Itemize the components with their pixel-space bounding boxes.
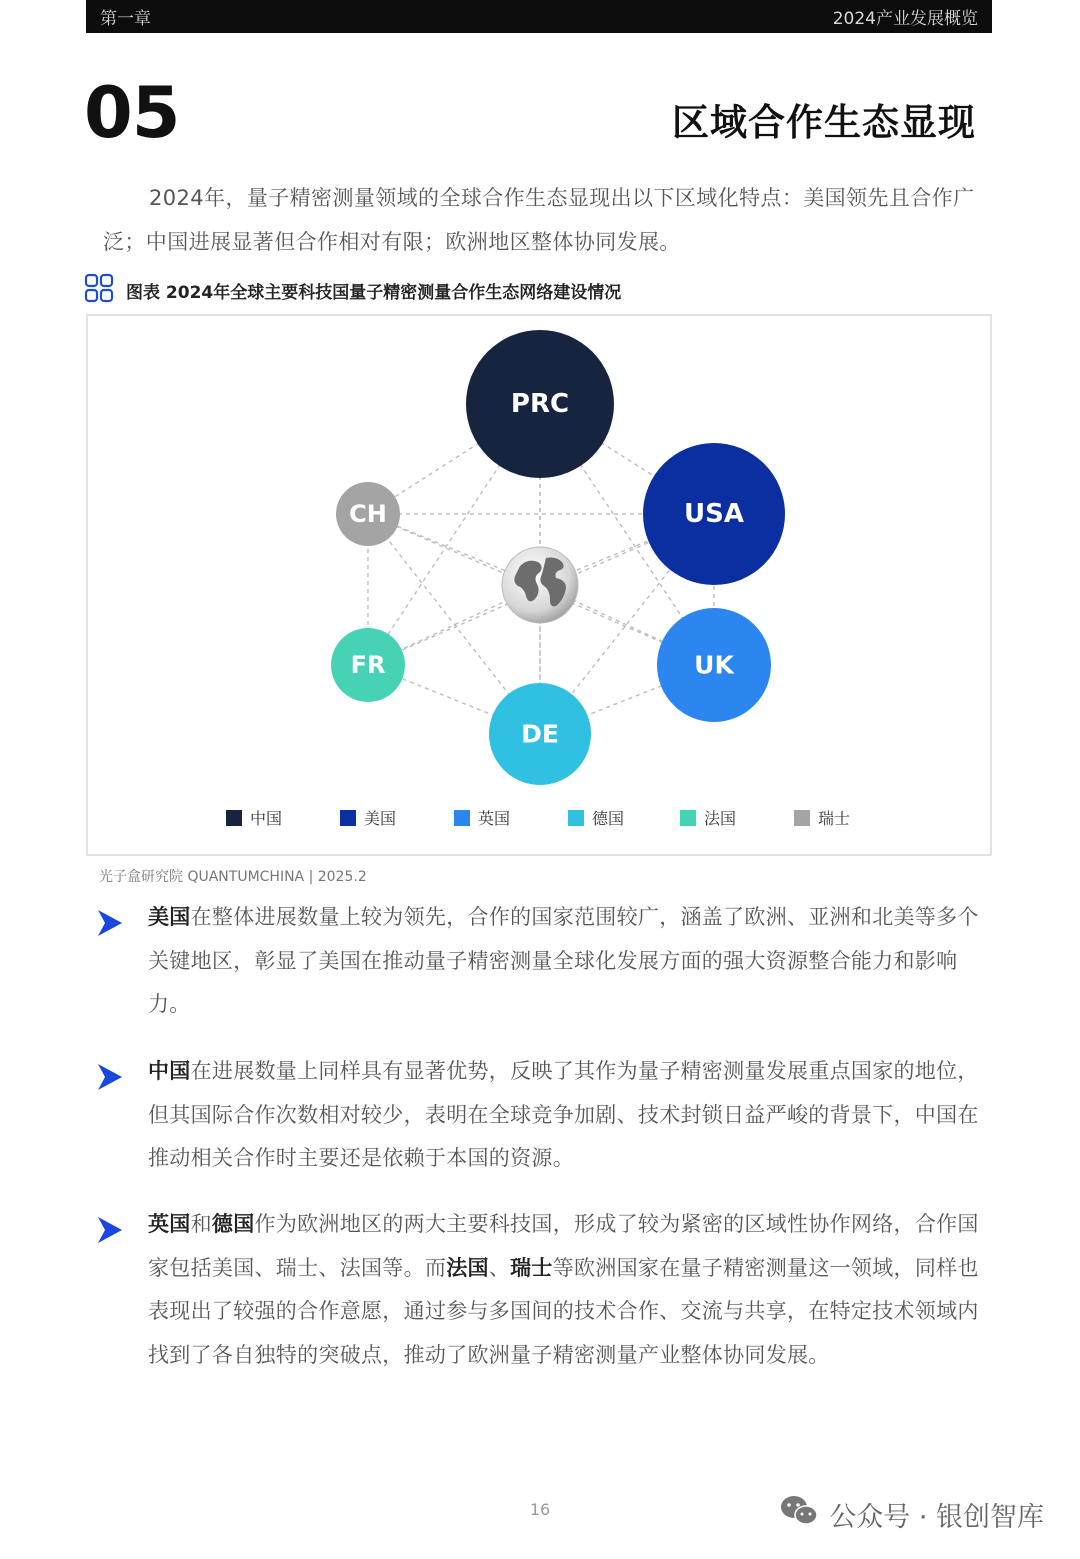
play-arrow-icon [96, 908, 124, 942]
watermark-text: 公众号 · 银创智库 [829, 1502, 1044, 1533]
figure-caption [84, 274, 621, 306]
legend-label: 美国 [364, 809, 397, 828]
play-arrow-icon [96, 1062, 124, 1096]
legend-label: 法国 [704, 809, 737, 828]
section-title: 区域合作生态显现 [672, 101, 976, 144]
node-prc [466, 330, 614, 478]
node-label-de: DE [521, 719, 559, 749]
legend-swatch [568, 810, 584, 826]
legend-label: 英国 [478, 809, 511, 828]
legend-label: 瑞士 [818, 809, 851, 828]
legend-item-uk [454, 806, 510, 829]
bullet-text: 中国在进展数量上同样具有显著优势，反映了其作为量子精密测量发展重点国家的地位，但其国际合作次数相对较少，表明在全球竞争加剧、技术封锁日益严峻的背景下，中国在推动相关合作时主要还是依赖于本国的资源。 [148, 1059, 979, 1170]
legend-swatch [340, 810, 356, 826]
section-label: 2024产业发展概览 [832, 9, 978, 29]
wechat-icon [779, 1494, 819, 1535]
node-label-usa: USA [684, 499, 744, 529]
node-ch [336, 482, 400, 546]
section-number: 05 [84, 72, 180, 154]
network-chart [86, 314, 992, 856]
figure-source: 光子盒研究院 QUANTUMCHINA | 2025.2 [99, 869, 367, 885]
legend-swatch [454, 810, 470, 826]
legend-label: 中国 [250, 809, 283, 828]
bullet-text: 英国和德国作为欧洲地区的两大主要科技国，形成了较为紧密的区域性协作网络，合作国家包括美国、瑞士、法国等。而法国、瑞士等欧洲国家在量子精密测量这一领域，同样也表现出了较强的合作意愿，通过参与多国间的技术合作、交流与共享，在特定技术领域内找到了各自独特的突破点，推动了欧洲量子精密测量产业整体协同发展。 [148, 1212, 979, 1367]
node-usa [643, 443, 785, 585]
intro-paragraph: 2024年，量子精密测量领域的全球合作生态显现出以下区域化特点：美国领先且合作广泛；中国进展显著但合作相对有限；欧洲地区整体协同发展。 [103, 186, 975, 254]
bullet-text: 美国在整体进展数量上较为领先，合作的国家范围较广，涵盖了欧洲、亚洲和北美等多个关键地区，彰显了美国在推动量子精密测量全球化发展方面的强大资源整合能力和影响力。 [148, 905, 979, 1016]
node-label-prc: PRC [510, 389, 570, 419]
legend-item-fr [680, 806, 736, 829]
legend-item-ch [794, 806, 850, 829]
legend-swatch [226, 810, 242, 826]
play-arrow-icon [96, 1215, 124, 1249]
node-fr [331, 628, 405, 702]
node-uk [657, 608, 771, 722]
legend-item-usa [340, 806, 396, 829]
bullet-usa [96, 896, 986, 1027]
watermark [779, 1494, 1044, 1535]
node-label-uk: UK [694, 650, 734, 680]
legend-swatch [680, 810, 696, 826]
legend-item-prc [226, 806, 282, 829]
legend-swatch [794, 810, 810, 826]
legend-label: 德国 [592, 809, 625, 828]
header-bar [86, 0, 992, 33]
page-number: 16 [529, 1500, 551, 1519]
grid-icon [84, 273, 114, 307]
bullet-china [96, 1050, 986, 1181]
legend-item-de [568, 806, 624, 829]
node-label-fr: FR [350, 651, 386, 679]
node-label-ch: CH [349, 500, 387, 528]
node-de [489, 683, 591, 785]
globe-icon [502, 547, 578, 623]
bullet-europe [96, 1203, 986, 1377]
figure-caption-text: 图表 2024年全球主要科技国量子精密测量合作生态网络建设情况 [126, 282, 622, 303]
network-svg [88, 316, 994, 858]
chapter-label: 第一章 [100, 9, 151, 29]
